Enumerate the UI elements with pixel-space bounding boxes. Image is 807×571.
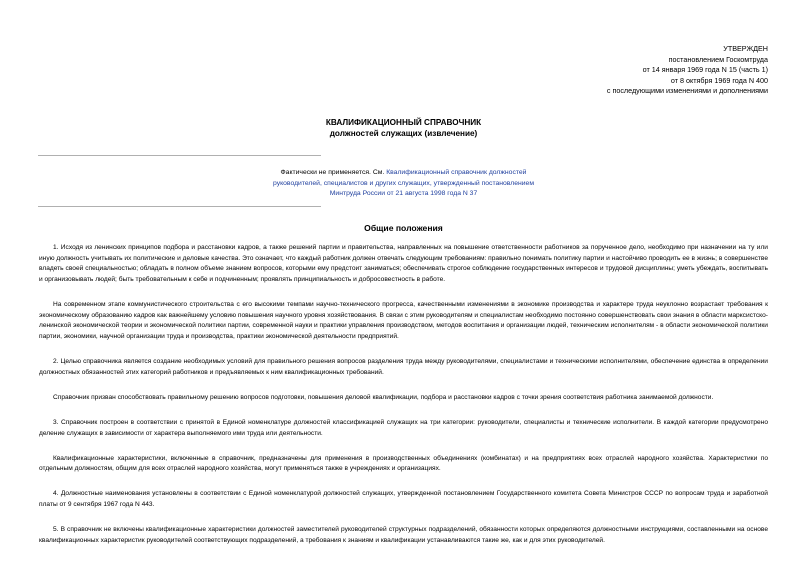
paragraph: Квалификационные характеристики, включенные в справочник, предназначены для применения в производственных объединениях (комбинатах) и на предприятиях всех отраслей народного хозяйства. Характеристики по отдельным должностям, общим для всех отраслей народного хозяйства, могут применяться также в учреждениях и организациях. xyxy=(39,454,768,473)
document-title xyxy=(0,117,807,139)
approval-line: от 14 января 1969 года N 15 (часть 1) xyxy=(642,65,768,75)
document-body xyxy=(39,243,768,561)
replacement-document-link-line3[interactable]: Минтруда России от 21 августа 1998 года N 37 xyxy=(329,190,478,198)
section-heading: Общие положения xyxy=(364,223,443,233)
paragraph: На современном этапе коммунистического строительства с его высокими темпами научно-технического прогресса, качественными изменениями в экономике производства и характере труда неуклонно возрастает требования к экономическому образованию кадров как важнейшему условию повышения научного уровня хозяйствования. В связи с этим руководителям и специалистам необходимо постоянно совершенствовать свои знания в области марксистско-ленинской экономической теории и экономической политики партии, современной науки и практики управления производством, методов воспитания и организации людей, техническим исполнителям - в области экономической политики партии, экономики, научной организации труда и производства, практики экономической деятельности предприятий. xyxy=(39,300,768,340)
approval-block xyxy=(607,44,768,97)
replacement-document-link[interactable]: Квалификационный справочник должностей xyxy=(386,169,527,176)
document-title-line1: КВАЛИФИКАЦИОННЫЙ СПРАВОЧНИК xyxy=(325,118,482,127)
approval-line: постановлением Госкомтруда xyxy=(668,54,768,64)
divider-bottom xyxy=(38,206,321,207)
approval-line: от 8 октября 1969 года N 400 xyxy=(670,75,768,85)
notice-prefix: Фактически не применяется. См. xyxy=(280,169,385,176)
document-title-line2: должностей служащих (извлечение) xyxy=(329,129,478,138)
paragraph: 1. Исходя из ленинских принципов подбора и расстановки кадров, а также решений партии и правительства, направленных на повышение ответственности работников за порученное дело, необходимо при назначении на ту или иную должность учитывать их политические и деловые качества. Это означает, что каждый работник должен отвечать следующим требованиям: правильно понимать политику партии и настойчиво проводить ее в жизнь; в совершенстве владеть своей специальностью; обладать в полном объеме знанием вопросов, которыми ему предстоит заниматься; обеспечивать строгое соблюдение государственных интересов и трудовой дисциплины; уметь убеждать, воспитывать и организовывать людей; быть требовательным к себе и подчиненным; проявлять принципиальность и добросовестность в работе. xyxy=(39,244,768,283)
paragraph: 3. Справочник построен в соответствии с принятой в Единой номенклатуре должностей классификацией служащих на три категории: руководители, специалисты и технические исполнители. В каждой категории предусмотрено деление служащих в зависимости от характера выполняемого ими труда или деятельности. xyxy=(39,418,768,437)
status-notice xyxy=(0,168,807,200)
approval-line: с последующими изменениями и дополнениями xyxy=(606,86,768,96)
replacement-document-link-line2[interactable]: руководителей, специалистов и других служащих, утвержденный постановлением xyxy=(272,179,534,187)
approval-heading: УТВЕРЖДЕН xyxy=(723,44,768,53)
paragraph: 4. Должностные наименования установлены в соответствии с Единой номенклатурой должностей служащих, утвержденной постановлением Государственного комитета Совета Министров СССР по вопросам труда и заработной платы от 9 сентября 1967 года N 443. xyxy=(39,490,768,509)
divider-top xyxy=(38,155,321,156)
paragraph: 2. Целью справочника является создание необходимых условий для правильного решения вопросов разделения труда между руководителями, специалистами и техническими исполнителями, обеспечение единства в определении должностных обязанностей этих категорий работников и предъявляемых к ним квалификационных требований. xyxy=(39,357,768,376)
paragraph: Справочник призван способствовать правильному решению вопросов подготовки, повышения деловой квалификации, подбора и расстановки кадров с точки зрения соответствия работника занимаемой должности. xyxy=(53,393,714,401)
paragraph: 5. В справочник не включены квалификационные характеристики должностей заместителей руководителей структурных подразделений, обязанности которых определяются должностными инструкциями, составленными на основе квалификационных характеристик руководителей соответствующих подразделений, а требования к знаниям и квалификации устанавливаются такие же, как и для этих руководителей. xyxy=(39,526,768,544)
